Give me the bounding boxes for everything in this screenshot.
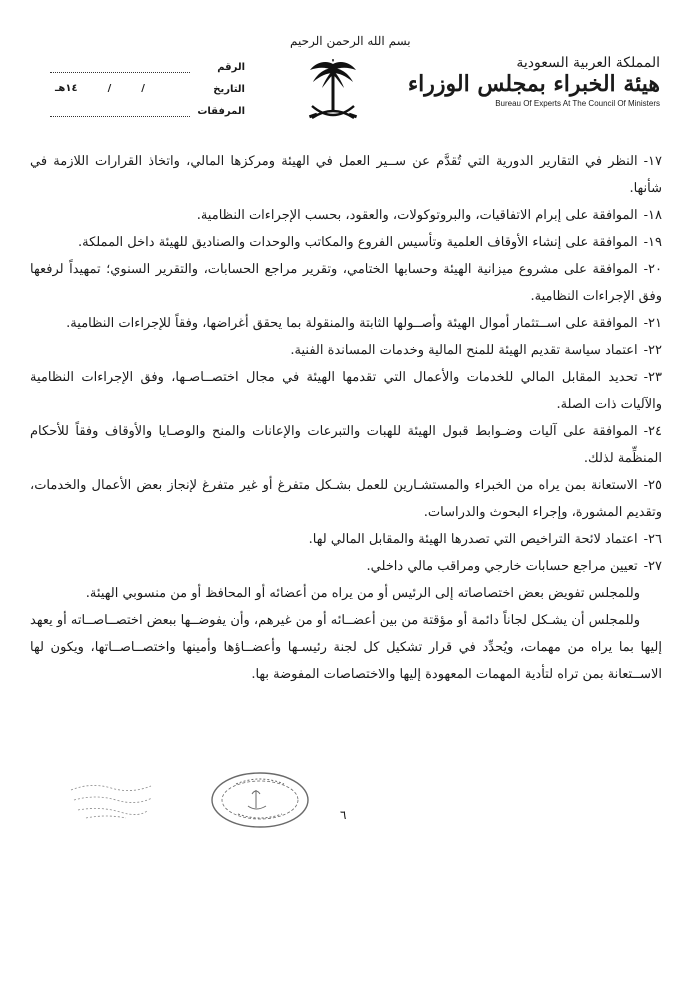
- date-label: التاريخ: [213, 84, 245, 95]
- date-year: ١٤هـ: [55, 83, 78, 94]
- date-slash: /: [107, 83, 112, 94]
- committees-paragraph: وللمجلس أن يشـكل لجاناً دائمة أو مؤقتة من بين أعضــائه أو من غيرهم، وأن يفوضــها ببعض اختصــاصــاته أو يعهد إليها بما يراه من مهمات، ويُحدِّد في قرار تشكيل كل لجنة رئيسـها وأعضــاؤها وأمينها واختصــاصــاتها، ويكون لها الاســتعانة بمن تراه لتأدية المهمات المعهودة إليها والاختصاصات المفوضة بها.: [30, 613, 662, 682]
- bureau-english-name: Bureau Of Experts At The Council Of Ministers: [495, 99, 660, 108]
- list-item: ١٩-الموافقة على إنشاء الأوقاف العلمية وتأسيس الفروع والمكاتب والوحدات والصناديق للهيئة داخل المملكة.: [77, 235, 662, 250]
- attachments-field-line: [50, 116, 190, 117]
- letterhead: [0, 0, 700, 150]
- list-item: ٢١-الموافقة على اســتثمار أموال الهيئة وأصــولها الثابتة والمنقولة بما يحقق أغراضها، وفقاً للإجراءات النظامية.: [66, 316, 662, 331]
- list-item: ٢٦-اعتماد لائحة التراخيص التي تصدرها الهيئة والمقابل المالي لها.: [308, 532, 662, 547]
- kingdom-name: المملكة العربية السعودية: [516, 55, 660, 71]
- delegation-paragraph: وللمجلس تفويض بعض اختصاصاته إلى الرئيس أو من يراه من أعضائه أو المحافظ أو من منسوبي الهيئة.: [85, 586, 640, 601]
- palm-and-swords-emblem-icon: [308, 58, 358, 128]
- list-item: ١٨-الموافقة على إبرام الاتفاقيات، والبروتوكولات، والعقود، بحسب الإجراءات النظامية.: [196, 208, 662, 223]
- list-item: ٢٣-تحديد المقابل المالي للخدمات والأعمال التي تقدمها الهيئة في مجال اختصــاصـها، وفق الإجراءات النظامية والآليات ذات الصلة.: [30, 370, 662, 412]
- list-item: ٢٧-تعيين مراجع حسابات خارجي ومراقب مالي داخلي.: [366, 559, 662, 574]
- attachments-label: المرفقات: [197, 106, 245, 117]
- date-value: [55, 83, 185, 94]
- number-label: الرقم: [217, 62, 245, 73]
- list-item: ٢٥-الاستعانة بمن يراه من الخبراء والمستشـارين للعمل بشـكل متفرغ أو غير متفرغ لإنجاز بعض الأعمال والخدمات، وتقديم المشورة، وإجراء البحوث والدراسات.: [30, 478, 662, 520]
- attachments-row: [40, 104, 245, 126]
- basmala: بسم الله الرحمن الرحيم: [290, 34, 411, 48]
- page-number: ٦: [340, 808, 347, 822]
- agency-name: هيئة الخبراء بمجلس الوزراء: [407, 71, 660, 97]
- number-field-line: [50, 72, 190, 73]
- signature-icon: [66, 778, 156, 822]
- reference-block: [40, 60, 245, 126]
- date-slash: /: [141, 83, 145, 94]
- official-seal-icon: [208, 770, 312, 830]
- list-item: ٢٢-اعتماد سياسة تقديم الهيئة للمنح المالية وخدمات المساندة الفنية.: [290, 343, 662, 358]
- list-item: ٢٠-الموافقة على مشروع ميزانية الهيئة وحسابها الختامي، وتقرير مراجع الحسابات، والتقرير السنوي؛ تمهيداً لرفعها وفق الإجراءات النظامية.: [30, 262, 662, 304]
- number-row: [40, 60, 245, 82]
- document-body: [30, 148, 662, 688]
- list-item: ١٧-النظر في التقارير الدورية التي تُقدَّم عن ســير العمل في الهيئة ومركزها المالي، واتخاذ القرارات اللازمة في شأنها.: [30, 154, 662, 196]
- agency-brand: [407, 55, 660, 108]
- date-row: [40, 82, 245, 104]
- list-item: ٢٤-الموافقة على آليات وضـوابط قبول الهيئة للهبات والتبرعات والإعانات والمنح والوصـايا والأوقاف وفقاً للأحكام المنظِّمة لذلك.: [30, 424, 662, 466]
